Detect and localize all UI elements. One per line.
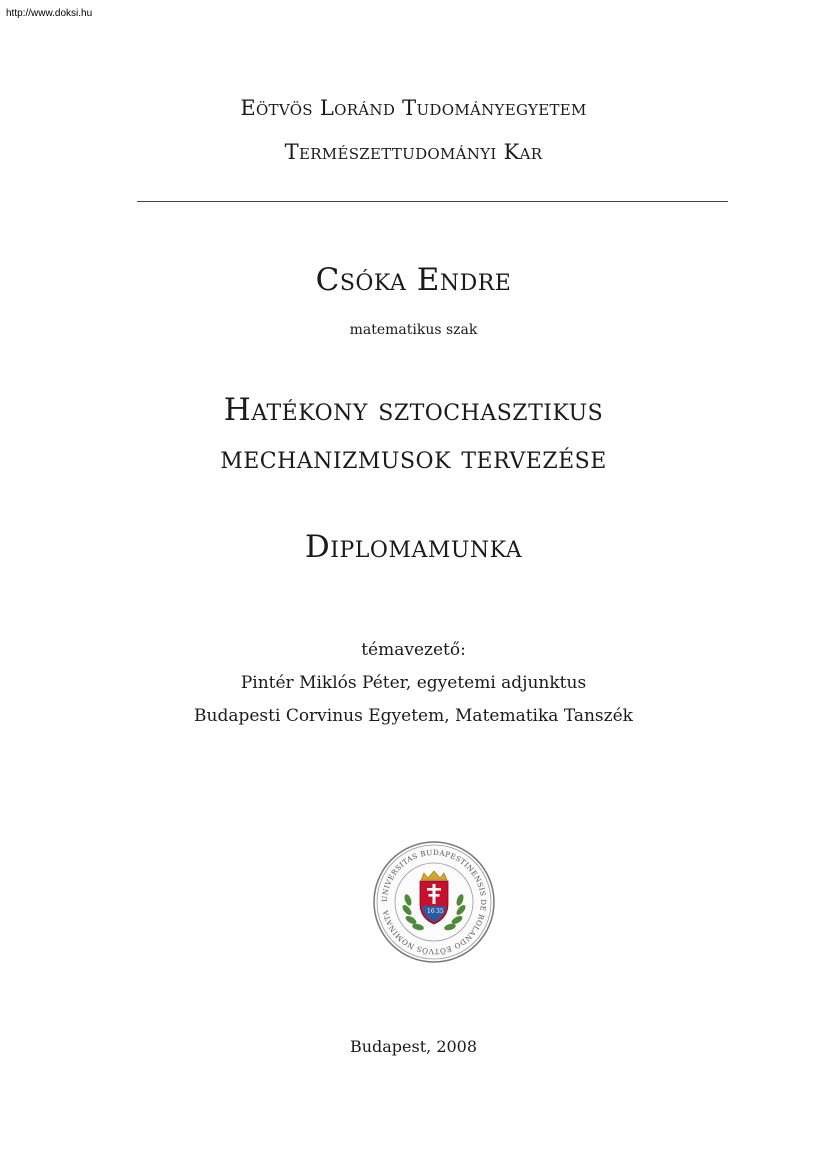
thesis-type: Diplomamunka (304, 529, 523, 565)
source-url[interactable]: http://www.doksi.hu (6, 8, 93, 19)
seal-ring-text: UNIVERSITAS BUDAPESTINENSIS DE ROLANDO EÖTVÖS NOMINATA (379, 847, 489, 957)
university-name: Eötvös Loránd Tudományegyetem (240, 96, 587, 120)
supervisor-label: témavezető: (361, 640, 466, 660)
major-label: matematikus szak (349, 322, 478, 338)
seal-year-left: 16 (427, 908, 435, 915)
thesis-title-line-1: Hatékony sztochasztikus (223, 392, 604, 428)
seal-year-right: 35 (436, 908, 444, 915)
place-and-date: Budapest, 2008 (349, 1037, 478, 1056)
supervisor-name: Pintér Miklós Péter, egyetemi adjunktus (240, 673, 587, 693)
faculty-name: Természettudományi Kar (284, 140, 543, 164)
title-rule (137, 201, 728, 202)
author-name: Csóka Endre (315, 262, 512, 298)
thesis-title-line-2: mechanizmusok tervezése (220, 440, 607, 476)
university-seal-icon (372, 840, 496, 964)
supervisor-institution: Budapesti Corvinus Egyetem, Matematika Tanszék (194, 706, 633, 726)
